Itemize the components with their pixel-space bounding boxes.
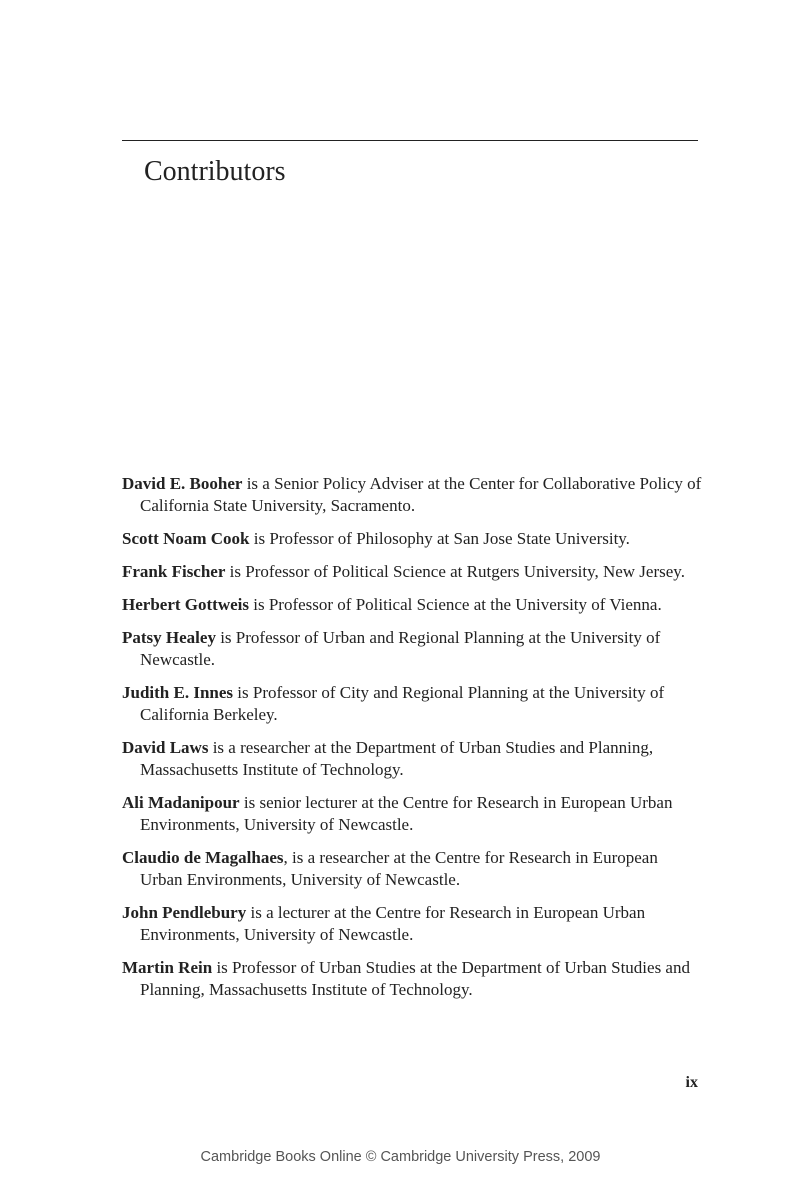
contributor-entry xyxy=(122,682,702,726)
contributor-entry xyxy=(122,957,702,1001)
contributor-description: is a lecturer at the Centre for Research in European Urban Environments, University of Newcastle. xyxy=(140,903,646,944)
contributor-entry xyxy=(122,627,702,671)
contributor-description: is Professor of Urban Studies at the Department of Urban Studies and Planning, Massachusetts Institute of Technology. xyxy=(140,958,690,999)
contributor-description: is Professor of Philosophy at San Jose State University. xyxy=(249,529,630,548)
contributor-entry xyxy=(122,902,702,946)
contributor-description: is a Senior Policy Adviser at the Center for Collaborative Policy of California State University, Sacramento. xyxy=(140,474,702,515)
contributor-name: Patsy Healey xyxy=(122,628,216,647)
contributor-name: David Laws xyxy=(122,738,209,757)
contributor-name: John Pendlebury xyxy=(122,903,247,922)
contributor-name: Scott Noam Cook xyxy=(122,529,250,548)
contributor-entry xyxy=(122,792,702,836)
contributor-entry xyxy=(122,594,702,616)
contributor-name: Frank Fischer xyxy=(122,562,226,581)
page-title: Contributors xyxy=(144,156,286,187)
copyright-footer: Cambridge Books Online © Cambridge University Press, 2009 xyxy=(200,1149,601,1165)
contributor-description: is Professor of Urban and Regional Planning at the University of Newcastle. xyxy=(140,628,661,669)
contributor-entry xyxy=(122,473,702,517)
page-number: ix xyxy=(685,1074,698,1091)
contributor-name: Judith E. Innes xyxy=(122,683,234,702)
contributor-description: is Professor of City and Regional Planning at the University of California Berkeley. xyxy=(140,683,665,724)
contributor-entry xyxy=(122,528,702,550)
contributor-description: is Professor of Political Science at Rutgers University, New Jersey. xyxy=(225,562,685,581)
contributor-name: Ali Madanipour xyxy=(122,793,240,812)
contributor-description: is senior lecturer at the Centre for Research in European Urban Environments, University of Newcastle. xyxy=(140,793,673,834)
contributor-name: Martin Rein xyxy=(122,958,213,977)
contributor-name: Claudio de Magalhaes xyxy=(122,848,284,867)
contributor-name: David E. Booher xyxy=(122,474,243,493)
contributor-description: is Professor of Political Science at the University of Vienna. xyxy=(248,595,662,614)
contributor-entry xyxy=(122,847,702,891)
contributor-description: , is a researcher at the Centre for Research in European Urban Environments, University of Newcastle. xyxy=(140,848,658,889)
contributor-description: is a researcher at the Department of Urban Studies and Planning, Massachusetts Institute of Technology. xyxy=(140,738,654,779)
contributor-entry xyxy=(122,737,702,781)
contributor-entry xyxy=(122,561,702,583)
contributor-name: Herbert Gottweis xyxy=(122,595,249,614)
heading-rule xyxy=(122,140,698,141)
contributors-list xyxy=(122,473,702,1012)
